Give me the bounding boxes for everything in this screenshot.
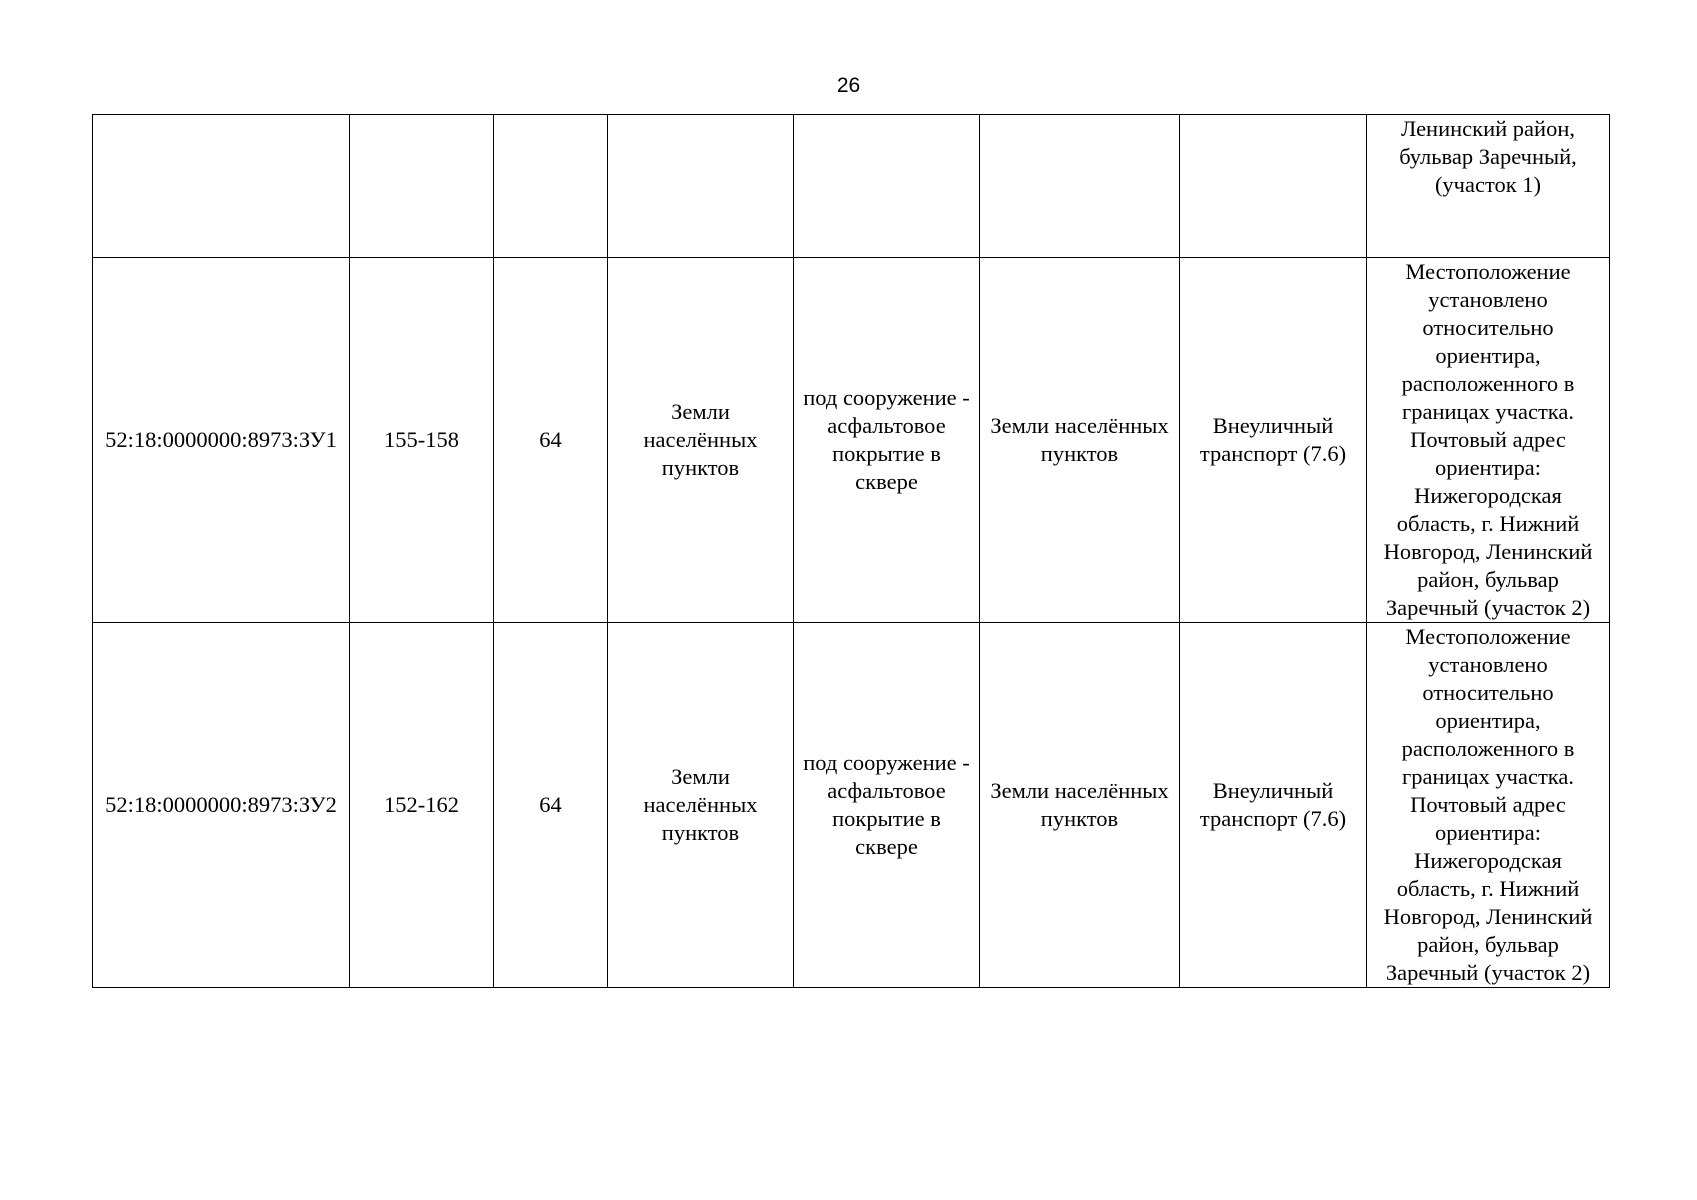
purpose-cell (794, 115, 980, 258)
area-cell (494, 115, 608, 258)
land-plots-table (92, 114, 1610, 988)
cadastral-number-cell (93, 115, 350, 258)
category-cell: Земли населённых пунктов (608, 258, 794, 623)
purpose-cell: под сооружение - асфальтовое покрытие в сквере (794, 258, 980, 623)
cadastral-number-cell: 52:18:0000000:8973:ЗУ1 (93, 258, 350, 623)
address-cell: Ленинский район, бульвар Заречный, (участок 1) (1367, 115, 1610, 258)
purpose-cell: под сооружение - асфальтовое покрытие в сквере (794, 623, 980, 988)
permitted-use-cell: Внеуличный транспорт (7.6) (1180, 258, 1367, 623)
address-cell: Местоположение установлено относительно ориентира, расположенного в границах участка. Почтовый адрес ориентира: Нижегородская область, г. Нижний Новгород, Ленинский район, бульвар Заречный (участок 2) (1367, 623, 1610, 988)
table-row (93, 623, 1610, 988)
points-cell: 155-158 (350, 258, 494, 623)
points-cell (350, 115, 494, 258)
table-row (93, 115, 1610, 258)
address-cell: Местоположение установлено относительно ориентира, расположенного в границах участка. Почтовый адрес ориентира: Нижегородская область, г. Нижний Новгород, Ленинский район, бульвар Заречный (участок 2) (1367, 258, 1610, 623)
points-cell: 152-162 (350, 623, 494, 988)
category-new-cell: Земли населённых пунктов (980, 258, 1180, 623)
category-new-cell (980, 115, 1180, 258)
category-cell: Земли населённых пунктов (608, 623, 794, 988)
area-cell: 64 (494, 258, 608, 623)
permitted-use-cell (1180, 115, 1367, 258)
table-row (93, 258, 1610, 623)
cadastral-number-cell: 52:18:0000000:8973:ЗУ2 (93, 623, 350, 988)
category-new-cell: Земли населённых пунктов (980, 623, 1180, 988)
page-number: 26 (836, 74, 861, 97)
area-cell: 64 (494, 623, 608, 988)
category-cell (608, 115, 794, 258)
permitted-use-cell: Внеуличный транспорт (7.6) (1180, 623, 1367, 988)
